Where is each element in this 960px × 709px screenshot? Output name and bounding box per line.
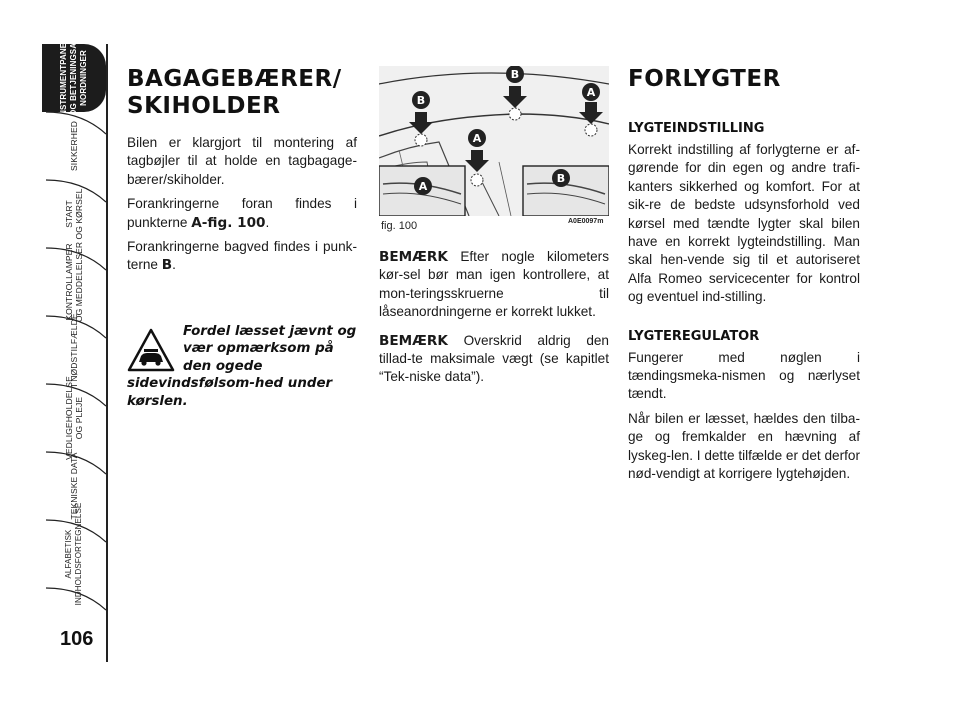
page-number: 106 <box>60 628 94 650</box>
subsection-title: LYGTEREGULATOR <box>628 328 760 344</box>
tab-label: VEDLIGEHOLDELSE OG PLEJE <box>64 376 84 460</box>
note-label: BEMÆRK <box>379 332 448 349</box>
tab-label: I NØDSTILFÆLDE <box>69 313 79 387</box>
title-line: BAGAGEBÆRER/ <box>127 66 342 92</box>
chapter-tabs <box>42 37 106 662</box>
section-title: FORLYGTER <box>628 66 781 92</box>
text: Forankringerne foran findes i punkterne <box>127 196 357 230</box>
note <box>379 248 609 322</box>
note <box>379 332 609 387</box>
point-reference: B <box>161 257 173 274</box>
tab-label: KONTROLLAMPER OG MEDDELELSER <box>64 241 84 323</box>
text: . <box>265 214 270 230</box>
warning-note <box>127 323 361 410</box>
warning-text: Fordel læsset jævnt og vær opmærksom på den ogede sidevindsfølsom-hed under kørslen. <box>127 324 357 409</box>
tab-label: ALFABETISK INDHOLDSFORTEGNELSE <box>64 502 83 606</box>
section-forlygter <box>628 66 860 490</box>
figure-code: A0E0097m <box>568 218 604 225</box>
note-label: BEMÆRK <box>379 249 448 265</box>
text: Forankringerne bagved findes i punk-terne <box>127 239 357 273</box>
label-a: A <box>586 86 596 99</box>
note-text: Overskrid aldrig den tillad-te maksimale vægt (se kapitlet “Tek-niske data”). <box>379 332 609 385</box>
page-edge-line <box>106 44 108 662</box>
tab-label: SIKKERHED <box>69 120 79 172</box>
car-load-warning-icon <box>127 327 175 373</box>
section-title <box>127 66 357 120</box>
label-b: B <box>416 94 426 107</box>
tab-label: START OG KØRSEL <box>64 188 84 240</box>
svg-text:B: B <box>556 172 566 185</box>
note-text: Efter nogle kilometers kør-sel bør man igen kontrollere, at mon-teringsskruerne til låseanordningerne er korrekt lukket. <box>379 249 609 320</box>
paragraph: Korrekt indstilling af forlygterne er af-gørende for din egen og andre trafi-kanters sikkerhed og komfort. For at sik-re de bedste udsynsforhold ved kørsel med tændte lygter skal bilen have en korrekt lygteindstilling. Man skal hen-vende sig til et autoriseret Alfa Romeo servicecenter for kontrol og eventuel ind-stilling. <box>628 142 860 305</box>
paragraph <box>127 195 357 232</box>
text: . <box>172 257 176 273</box>
figure-roof-anchors <box>379 66 609 216</box>
paragraph: Bilen er klargjort til montering af tagbøjler til at holde en tagbagage-bærer/skiholder. <box>127 135 357 187</box>
roof-illustration <box>379 66 609 216</box>
figure-reference: A-fig. 100 <box>191 214 266 231</box>
title-line: SKIHOLDER <box>127 93 281 119</box>
tab-label: INSTRUMENTPANEL OG BETJENINGSA- NORDNINGER <box>59 37 88 119</box>
svg-text:A: A <box>418 180 428 193</box>
tab-dividers <box>42 44 106 662</box>
tab-label: TEKNISKE DATA <box>69 452 79 520</box>
paragraph: Når bilen er læsset, hældes den tilba-ge og fremkalder en hævning af lyskeg-len. I dette tilfælde er det derfor nød-vendigt at korrigere lygtehøjden. <box>628 410 860 482</box>
label-b: B <box>510 68 520 81</box>
label-a: A <box>472 132 482 145</box>
section-bagagebaerer <box>127 66 357 281</box>
paragraph: Fungerer med nøglen i tændingsmeka-nismen og nærlyset tændt. <box>628 349 860 402</box>
subsection-title: LYGTEINDSTILLING <box>628 121 765 136</box>
notes-column <box>379 248 609 393</box>
paragraph <box>127 238 357 275</box>
figure-caption: fig. 100 <box>381 220 418 232</box>
